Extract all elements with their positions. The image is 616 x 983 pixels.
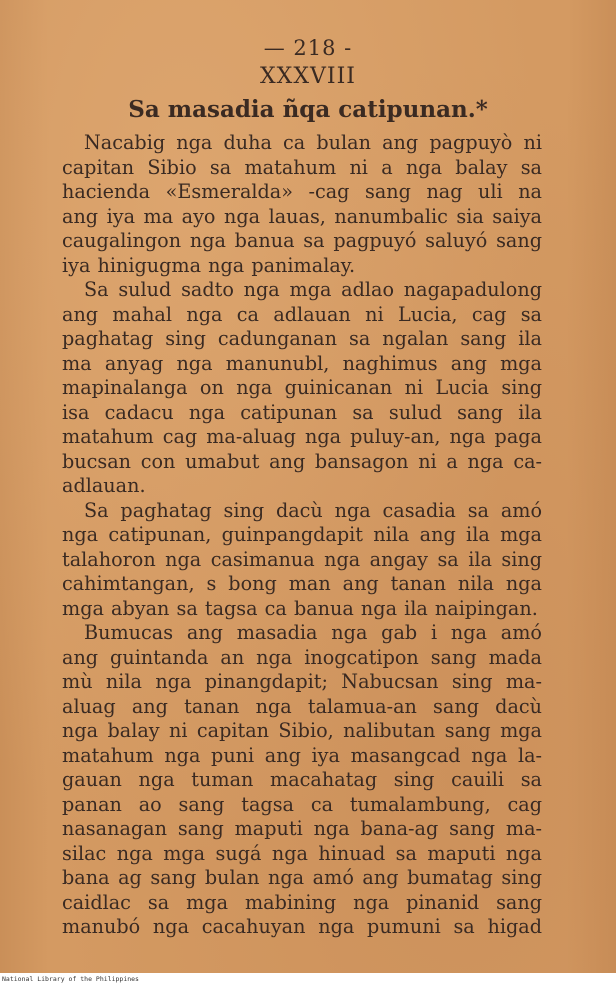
text-line: manubó nga cacahuyan nga pumuni sa higad [62, 915, 542, 938]
text-line: iya hinigugma nga panimalay. [62, 253, 356, 277]
text-line: isa cadacu nga catipunan sa sulud sang ila [62, 400, 542, 424]
text-line: aluag ang tanan nga talamua-an sang dacù [62, 694, 542, 718]
body-text [62, 131, 542, 940]
text-line: panan ao sang tagsa ca tumalambung, cag [62, 792, 542, 816]
text-line: bana ag sang bulan nga amó ang bumatag sing [62, 866, 542, 889]
text-line: matahum cag ma-aluag nga puluy-an, nga paga [62, 425, 542, 448]
library-credit: National Library of the Philippines [2, 975, 139, 983]
text-line: paghatag sing cadunganan sa ngalan sang ila [62, 327, 542, 350]
text-line: capitan Sibio sa matahum ni a nga balay sa [62, 155, 542, 179]
text-line: gauan nga tuman macahatag sing cauili sa [62, 768, 542, 791]
text-line: Bumucas ang masadia nga gab i nga amó [84, 621, 542, 644]
text-line: Nacabig nga duha ca bulan ang pagpuyò ni [84, 131, 542, 154]
text-line: hacienda «Esmeralda» -cag sang nag uli na [62, 180, 542, 203]
text-line: silac nga mga sugá nga hinuad sa maputi nga [62, 841, 542, 865]
page-number: — 218 - [263, 36, 353, 60]
chapter-numeral: XXXVIII [260, 64, 356, 89]
text-line: caidlac sa mga mabining nga pinanid sang [62, 890, 542, 914]
text-line: nasanagan sang maputi nga bana-ag sang ma- [62, 817, 542, 840]
text-line: Sa paghatag sing dacù nga casadia sa amó [84, 498, 542, 522]
text-line: cahimtangan, s bong man ang tanan nila nga [62, 572, 542, 595]
text-line: matahum nga puni ang iya masangcad nga la- [62, 743, 542, 767]
text-line: mù nila nga pinangdapit; Nabucsan sing ma- [62, 670, 542, 693]
chapter-title: Sa masadia ñqa catipunan.* [128, 96, 488, 123]
text-line: ang iya ma ayo nga lauas, nanumbalic sia saiya [62, 204, 542, 228]
text-line: Sa sulud sadto nga mga adlao nagapadulong [84, 278, 542, 301]
text-line: nga catipunan, guinpangdapit nila ang ila mga [62, 523, 542, 546]
text-line: ang mahal nga ca adlauan ni Lucia, cag sa [62, 302, 542, 326]
text-line: mga abyan sa tagsa ca banua nga ila naipingan. [62, 596, 538, 620]
text-line: mapinalanga on nga guinicanan ni Lucia sing [62, 376, 542, 399]
text-line: ma anyag nga manunubl, naghimus ang mga [62, 351, 542, 375]
text-line: adlauan. [62, 474, 146, 497]
text-line: caugalingon nga banua sa pagpuyó saluyó sang [62, 229, 542, 252]
text-line: bucsan con umabut ang bansagon ni a nga ca- [62, 449, 542, 473]
text-line: ang guintanda an nga inogcatipon sang mada [62, 645, 542, 669]
text-line: nga balay ni capitan Sibio, nalibutan sang mga [62, 719, 542, 742]
text-line: talahoron nga casimanua nga angay sa ila sing [62, 547, 542, 571]
